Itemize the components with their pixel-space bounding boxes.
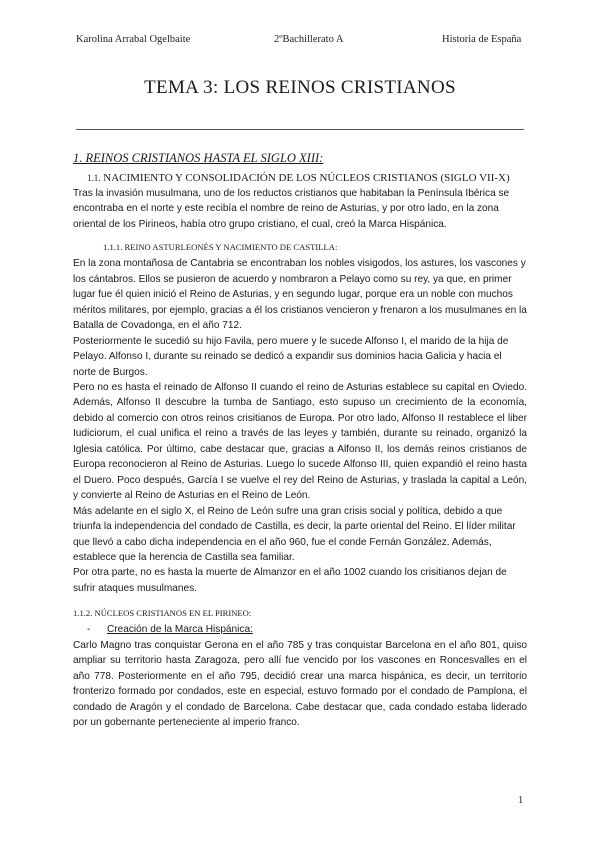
page-number: 1	[518, 795, 524, 806]
subsection-title: NACIMIENTO Y CONSOLIDACIÓN DE LOS NÚCLEOS CRISTIANOS (SIGLO VII-X)	[103, 172, 510, 184]
bullet-text: Creación de la Marca Hispánica:	[107, 624, 253, 636]
subsection-heading	[73, 170, 527, 186]
section-heading: 1. REINOS CRISTIANOS HASTA EL SIGLO XIII:	[73, 151, 324, 165]
title-divider	[76, 129, 524, 130]
header-author: Karolina Arrabal Ogelbaite	[76, 34, 191, 45]
paragraph-4: Más adelante en el siglo X, el Reino de León sufre una gran crisis social y política, debido a que triunfa la independencia del condado de Castilla, es decir, la parte oriental del Reino. El líder militar que llevó a cabo dicha independencia en el año 960, fue el conde Fernán González. Además, establece que la herencia de Castilla sea familiar.	[73, 505, 516, 563]
paragraph-1: En la zona montañosa de Cantabria se encontraban los nobles visigodos, los astures, los vascones y los cántabros. Ellos se pusieron de acuerdo y nombraron a Pelayo como su rey, ya que, en primer lugar fue él quien inició el Reino de Asturias, y en segundo lugar, porque era un noble con muchos méritos militares, por ejemplo, gracias a él los cristianos vencieron y frenaron a los musulmanes en la Batalla de Covadonga, en el año 712.	[73, 258, 527, 332]
paragraph-6: Carlo Magno tras conquistar Gerona en el año 785 y tras conquistar Barcelona en el año 801, quiso ampliar su territorio hasta Zaragoza, pero allí fue vencido por los vascones en Roncesvalles en el año 778. Posteriormente en el año 795, decidió crear una marca hispánica, es decir, un territorio fronterizo formado por condados, este en especial, estuvo formado por el condado de Pamplona, el condado de Aragón y el condado de Barcelona. Cabe destacar que, cada condado estaba liderado por un gobernante perteneciente al imperio franco.	[73, 639, 527, 729]
bullet-dash: -	[87, 624, 91, 636]
bullet-item	[73, 622, 527, 637]
paragraph-2: Posteriormente le sucedió su hijo Favila, pero muere y le sucede Alfonso I, el marido de la hija de Pelayo. Alfonso I, durante su reinado se dedicó a expandir sus dominios hacia Galicia y hacia el norte de Burgos.	[73, 335, 509, 378]
subsubsection-heading-pirineo: 1.1.2. NÚCLEOS CRISTIANOS EN EL PIRINEO:	[73, 608, 252, 619]
intro-paragraph: Tras la invasión musulmana, uno de los reductos cristianos que habitaban la Península Ibérica se encontraba en el norte y este recibía el nombre de reino de Asturias, y por otro lado, en la zona oriental de los Pirineos, había otro grupo cristiano, el cual, creó la Marca Hispánica.	[73, 188, 510, 230]
paragraph-5: Por otra parte, no es hasta la muerte de Almanzor en el año 1002 cuando los crisitianos dejan de sufrir ataques musulmanes.	[73, 567, 507, 594]
header-subject: Historia de España	[442, 34, 522, 45]
subsubsection-heading-asturleones: 1.1.1. REINO ASTURLEONÉS Y NACIMIENTO DE CASTILLA:	[103, 242, 338, 253]
page-title: TEMA 3: LOS REINOS CRISTIANOS	[144, 77, 456, 98]
paragraph-3: Pero no es hasta el reinado de Alfonso II cuando el reino de Asturias establece su capital en Oviedo. Además, Alfonso II descubre la tumba de Santiago, esto supuso un crecimiento de la economía, debido al comercio con otros reinos crisitianos de Europa. Por otro lado, Alfonso II restablece el liber Iudiciorum, el cual unifica el reino a través de las leyes y también, durante su reinado, organizó la Iglesia católica. Por último, cabe destacar que, gracias a Alfonso II, los demás reinos cristianos de Europa reconocieron al Reino de Asturias. Luego lo sucede Alfonso III, quien expandió el reino hasta el Duero. Poco después, García I se vuelve el rey del Reino de Asturias, y traslada la capital a León, y convierte al Reino de Asturias en el Reino de León.	[73, 381, 527, 502]
document-body	[73, 150, 527, 731]
subsection-number: 1.1.	[87, 173, 101, 183]
header-course: 2ºBachillerato A	[274, 34, 344, 45]
